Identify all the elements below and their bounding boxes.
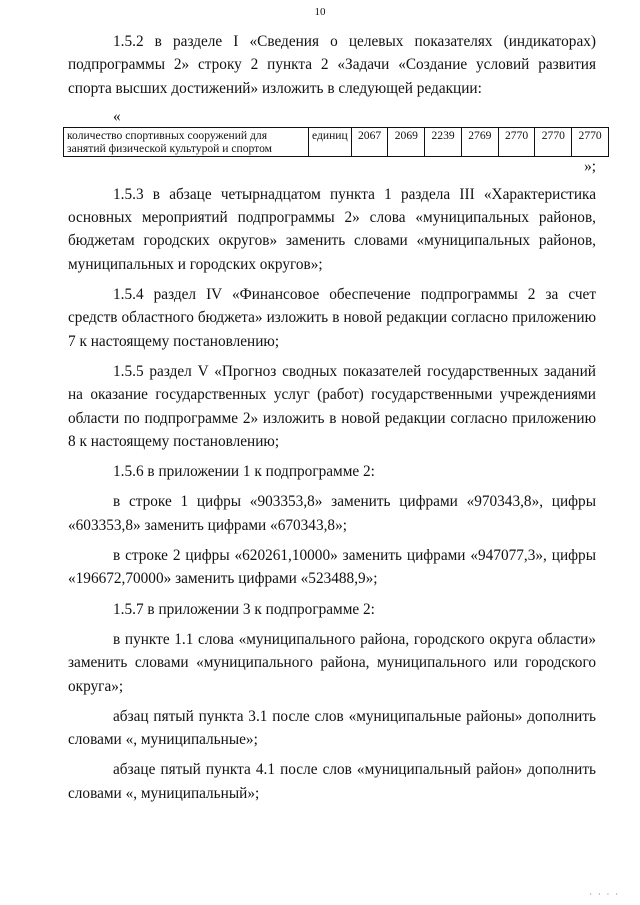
quote-open: «	[113, 107, 121, 125]
indicator-value: 2770	[498, 127, 535, 156]
document-body	[67, 30, 602, 812]
indicator-value: 2770	[535, 127, 572, 156]
paragraph-item-4-1: абзаце пятый пункта 4.1 после слов «муниципальный район» дополнить словами «, муниципальный»;	[68, 761, 596, 802]
paragraph-row-1: в строке 1 цифры «903353,8» заменить цифрами «970343,8», цифры «603353,8» заменить цифрами «670343,8»;	[68, 493, 596, 534]
indicator-value: 2069	[388, 127, 425, 156]
quote-close: »;	[584, 157, 596, 175]
paragraph-1-5-3: 1.5.3 в абзаце четырнадцатом пункта 1 раздела III «Характеристика основных мероприятий подпрограммы 2» слова «муниципальных районов, бюджетам городских округов» заменить словами «муниципальных районов, муниципальных и городских округов»;	[68, 185, 596, 273]
scan-marks: · · · ·	[589, 890, 620, 899]
paragraph-1-5-4: 1.5.4 раздел IV «Финансовое обеспечение подпрограммы 2 за счет средств областного бюджета» изложить в новой редакции согласно приложению 7 к настоящему постановлению;	[68, 286, 596, 350]
indicator-name: количество спортивных сооружений для занятий физической культурой и спортом	[64, 127, 309, 156]
indicator-unit: единиц	[309, 127, 352, 156]
indicator-table	[63, 127, 609, 157]
paragraph-item-3-1: абзац пятый пункта 3.1 после слов «муниципальные районы» дополнить словами «, муниципальные»;	[68, 707, 596, 749]
indicator-value: 2769	[461, 127, 498, 156]
paragraph-row-2: в строке 2 цифры «620261,10000» заменить цифрами «947077,3», цифры «196672,70000» заменить цифрами «523488,9»;	[68, 547, 596, 588]
indicator-value: 2770	[572, 127, 609, 156]
indicator-value: 2239	[425, 127, 462, 156]
paragraph-1-5-6: 1.5.6 в приложении 1 к подпрограмме 2:	[113, 463, 375, 481]
table-row	[64, 127, 609, 156]
paragraph-1-5-7: 1.5.7 в приложении 3 к подпрограмме 2:	[113, 600, 375, 618]
paragraph-1-5-2: 1.5.2 в разделе I «Сведения о целевых показателях (индикаторах) подпрограммы 2» строку 2 пункта 2 «Задачи «Создание условий развития спорта высших достижений» изложить в следующей редакции:	[68, 33, 596, 97]
paragraph-1-5-5: 1.5.5 раздел V «Прогноз сводных показателей государственных заданий на оказание государственных услуг (работ) государственными учреждениями области по подпрограмме 2» изложить в новой редакции согласно приложению 8 к настоящему постановлению;	[68, 362, 596, 450]
indicator-value: 2067	[351, 127, 388, 156]
paragraph-item-1-1: в пункте 1.1 слова «муниципального района, городского округа области» заменить словами «муниципального района, муниципального или городского округа»;	[68, 630, 596, 695]
page-number: 10	[314, 6, 326, 18]
